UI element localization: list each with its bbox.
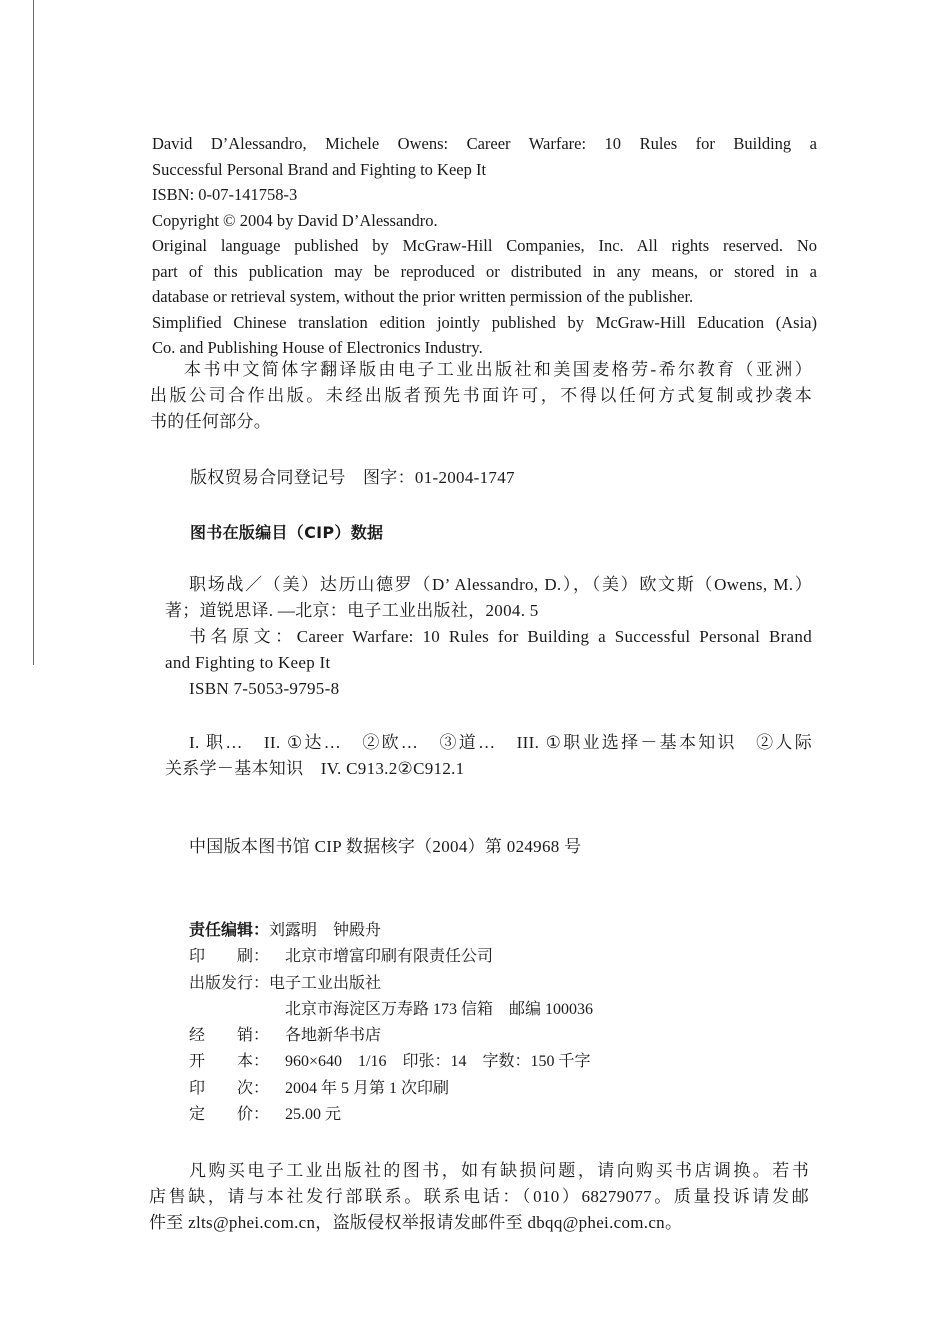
copyright-line: database or retrieval system, without the prior written permission of the publisher. <box>152 287 694 306</box>
notice-line: 件至 zlts@phei.com.cn，盗版侵权举报请发邮件至 dbqq@phei.com.cn。 <box>149 1213 683 1232</box>
notice-line: 凡购买电子工业出版社的图书，如有缺损问题，请向购买书店调换。若书 <box>189 1161 809 1180</box>
copyright-cn-line: 本书中文简体字翻译版由电子工业出版社和美国麦格劳-希尔教育（亚洲） <box>184 360 812 379</box>
format-label: 开 本： <box>189 1053 269 1071</box>
publisher-label: 出版发行 ： <box>189 974 270 992</box>
copyright-line: David D’Alessandro, Michele Owens: Career Warfare: 10 Rules for Building a <box>152 134 817 153</box>
copyright-cn-line: 书的任何部分。 <box>150 412 272 431</box>
imprint-edition-row <box>189 1076 709 1102</box>
imprint-distribution-row <box>189 1023 709 1049</box>
copyright-line: part of this publication may be reproduced or distributed in any means, or stored in a <box>152 261 817 281</box>
edition-label: 印 次： <box>189 1079 269 1097</box>
imprint-format-row <box>189 1049 709 1075</box>
copyright-cn-line: 出版公司合作出版。未经出版者预先书面许可，不得以任何方式复制或抄袭本 <box>150 386 812 405</box>
printer-label: 印 刷： <box>189 948 269 966</box>
cip-entry <box>165 572 812 702</box>
printer-value: 北京市增富印刷有限责任公司 <box>285 948 494 966</box>
notice-line: 店售缺，请与本社发行部联系。联系电话：（010）68279077。质量投诉请发邮 <box>149 1187 809 1206</box>
english-copyright-block <box>152 131 817 361</box>
copyright-line: Copyright © 2004 by David D’Alessandro. <box>152 210 438 230</box>
address-value: 北京市海淀区万寿路 173 信箱 邮编 100036 <box>285 1000 594 1018</box>
cip-original-title-line: and Fighting to Keep It <box>165 653 331 672</box>
price-label: 定 价： <box>189 1106 269 1124</box>
publisher-value: 电子工业出版社 <box>269 974 382 992</box>
chinese-copyright-block <box>150 357 812 435</box>
editors-value: 刘露明 钟殿舟 <box>269 922 382 939</box>
editors-label: 责任编辑 ： <box>189 922 270 939</box>
classification-line: I. 职… II. ①达… ②欧… ③道… III. ①职业选择－基本知识 ②人际 <box>189 733 812 752</box>
cip-record-line: 中国版本图书馆 CIP 数据核字（2004）第 024968 号 <box>189 837 582 856</box>
registration-number <box>190 465 855 491</box>
copyright-line: Successful Personal Brand and Fighting to Keep It <box>152 159 487 179</box>
edition-value: 2004 年 5 月第 1 次印刷 <box>285 1079 450 1097</box>
classification-line: 关系学－基本知识 IV. C913.2②C912.1 <box>165 759 465 778</box>
cip-heading-text: 图书在版编目（CIP）数据 <box>190 523 384 542</box>
cip-entry-line: 著；道锐思译. —北京：电子工业出版社，2004. 5 <box>165 601 539 620</box>
copyright-line: Simplified Chinese translation edition jointly published by McGraw-Hill Education (Asia) <box>152 312 817 332</box>
distribution-value: 各地新华书店 <box>285 1027 382 1045</box>
cip-original-title-line: 书名原文：Career Warfare: 10 Rules for Building a Successful Personal Brand <box>189 627 812 646</box>
page-margin-line <box>33 0 34 665</box>
imprint-editors-row <box>189 918 709 944</box>
purchase-notice <box>149 1158 809 1236</box>
imprint-price-row <box>189 1102 709 1128</box>
registration-line: 版权贸易合同登记号 图字：01-2004-1747 <box>190 468 515 487</box>
distribution-label: 经 销： <box>189 1027 269 1045</box>
copyright-line: Co. and Publishing House of Electronics Industry. <box>152 338 483 357</box>
cip-isbn: ISBN 7-5053-9795-8 <box>189 679 340 698</box>
cip-record <box>189 834 854 860</box>
cip-heading <box>190 520 855 546</box>
imprint-printer-row <box>189 944 709 970</box>
copyright-line: Original language published by McGraw-Hill Companies, Inc. All rights reserved. No <box>152 236 817 255</box>
format-value: 960×640 1/16 印张：14 字数：150 千字 <box>285 1053 591 1071</box>
imprint-publisher-row <box>189 971 709 997</box>
cip-classification <box>165 730 812 782</box>
imprint-address-row <box>189 997 709 1023</box>
price-value: 25.00 元 <box>285 1106 342 1124</box>
copyright-line: ISBN: 0-07-141758-3 <box>152 185 298 204</box>
imprint-block <box>189 918 709 1128</box>
cip-entry-line: 职场战／（美）达历山德罗（D’ Alessandro, D.），（美）欧文斯（Owens, M.） <box>189 575 812 594</box>
